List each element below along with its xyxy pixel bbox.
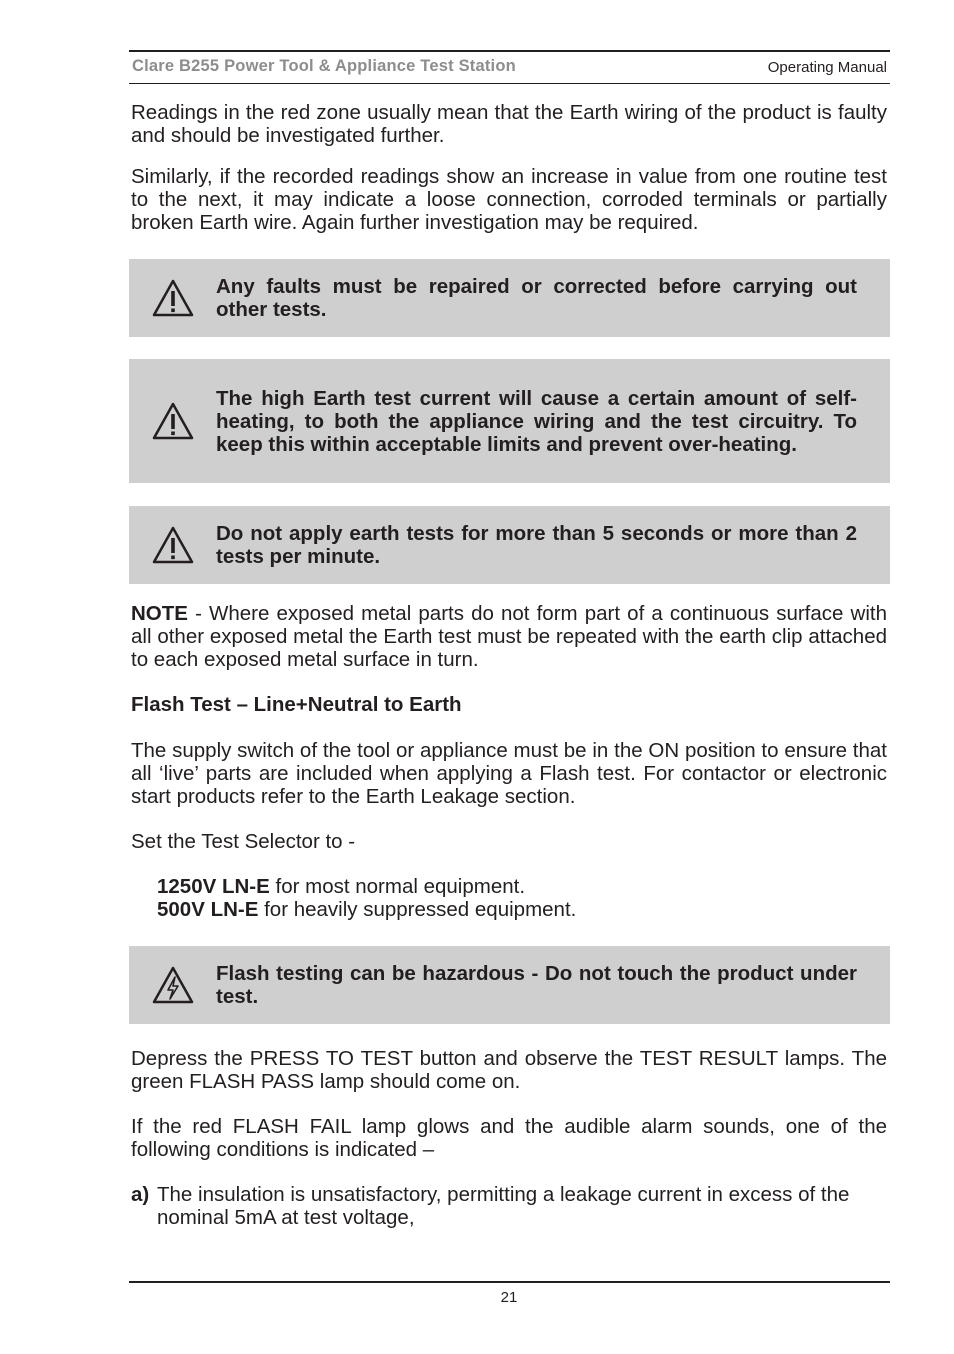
warning-triangle-icon (151, 278, 195, 318)
warning-box-self-heating (129, 359, 890, 483)
list-item-text: The insulation is unsatisfactory, permitting a leakage current in excess of the nominal 5mA at test voltage, (157, 1183, 850, 1229)
warning-triangle-icon (151, 401, 195, 441)
warning-triangle-icon (151, 525, 195, 565)
note-label: NOTE (131, 602, 188, 625)
header-rule-top (129, 50, 890, 52)
warning-text-flash-hazard: Flash testing can be hazardous - Do not touch the product under test. (216, 962, 857, 1008)
paragraph-test-selector: Set the Test Selector to - (131, 830, 356, 853)
page-number: 21 (500, 1289, 518, 1306)
paragraph-supply-switch: The supply switch of the tool or appliance must be in the ON position to ensure that all ‘live’ parts are included when applying a Flash test. For contactor or electronic start products refer to the Earth Leakage section. (131, 739, 887, 808)
selector-description: for heavily suppressed equipment. (258, 898, 577, 921)
paragraph-red-zone: Readings in the red zone usually mean that the Earth wiring of the product is faulty and should be investigated further. (131, 101, 887, 147)
selector-setting: 1250V LN-E (157, 875, 270, 898)
list-item-label: a) (131, 1183, 150, 1206)
paragraph-flash-fail: If the red FLASH FAIL lamp glows and the audible alarm sounds, one of the following conditions is indicated – (131, 1115, 887, 1161)
list-item (131, 1183, 887, 1229)
footer-rule (129, 1281, 890, 1283)
warning-text-faults: Any faults must be repaired or corrected before carrying out other tests. (216, 275, 857, 321)
header-manual-label: Operating Manual (767, 59, 887, 76)
header-title: Clare B255 Power Tool & Appliance Test Station (132, 57, 516, 75)
selector-options (131, 875, 887, 921)
header-rule-bottom (129, 83, 890, 84)
warning-box-earth-test-limits (129, 506, 890, 584)
note-text: - Where exposed metal parts do not form part of a continuous surface with all other exposed metal the Earth test must be repeated with the earth clip attached to each exposed metal surface in turn. (131, 602, 887, 671)
selector-setting: 500V LN-E (157, 898, 259, 921)
paragraph-press-to-test: Depress the PRESS TO TEST button and observe the TEST RESULT lamps. The green FLASH PASS lamp should come on. (131, 1047, 887, 1093)
note-paragraph (131, 602, 887, 671)
high-voltage-triangle-icon (151, 965, 195, 1005)
warning-text-self-heating: The high Earth test current will cause a certain amount of self-heating, to both the appliance wiring and the test circuitry. To keep this within acceptable limits and prevent over-heating. (216, 386, 857, 456)
warning-box-flash-hazard (129, 946, 890, 1024)
warning-text-earth-test-limits: Do not apply earth tests for more than 5 seconds or more than 2 tests per minute. (216, 522, 857, 568)
selector-option (157, 875, 887, 898)
selector-description: for most normal equipment. (269, 875, 526, 898)
flash-test-heading: Flash Test – Line+Neutral to Earth (131, 693, 462, 716)
paragraph-increase-readings: Similarly, if the recorded readings show an increase in value from one routine test to the next, it may indicate a loose connection, corroded terminals or partially broken Earth wire. Again further investigation may be required. (131, 165, 887, 234)
selector-option (157, 898, 887, 921)
page-content (131, 101, 887, 1229)
warning-box-faults (129, 259, 890, 337)
